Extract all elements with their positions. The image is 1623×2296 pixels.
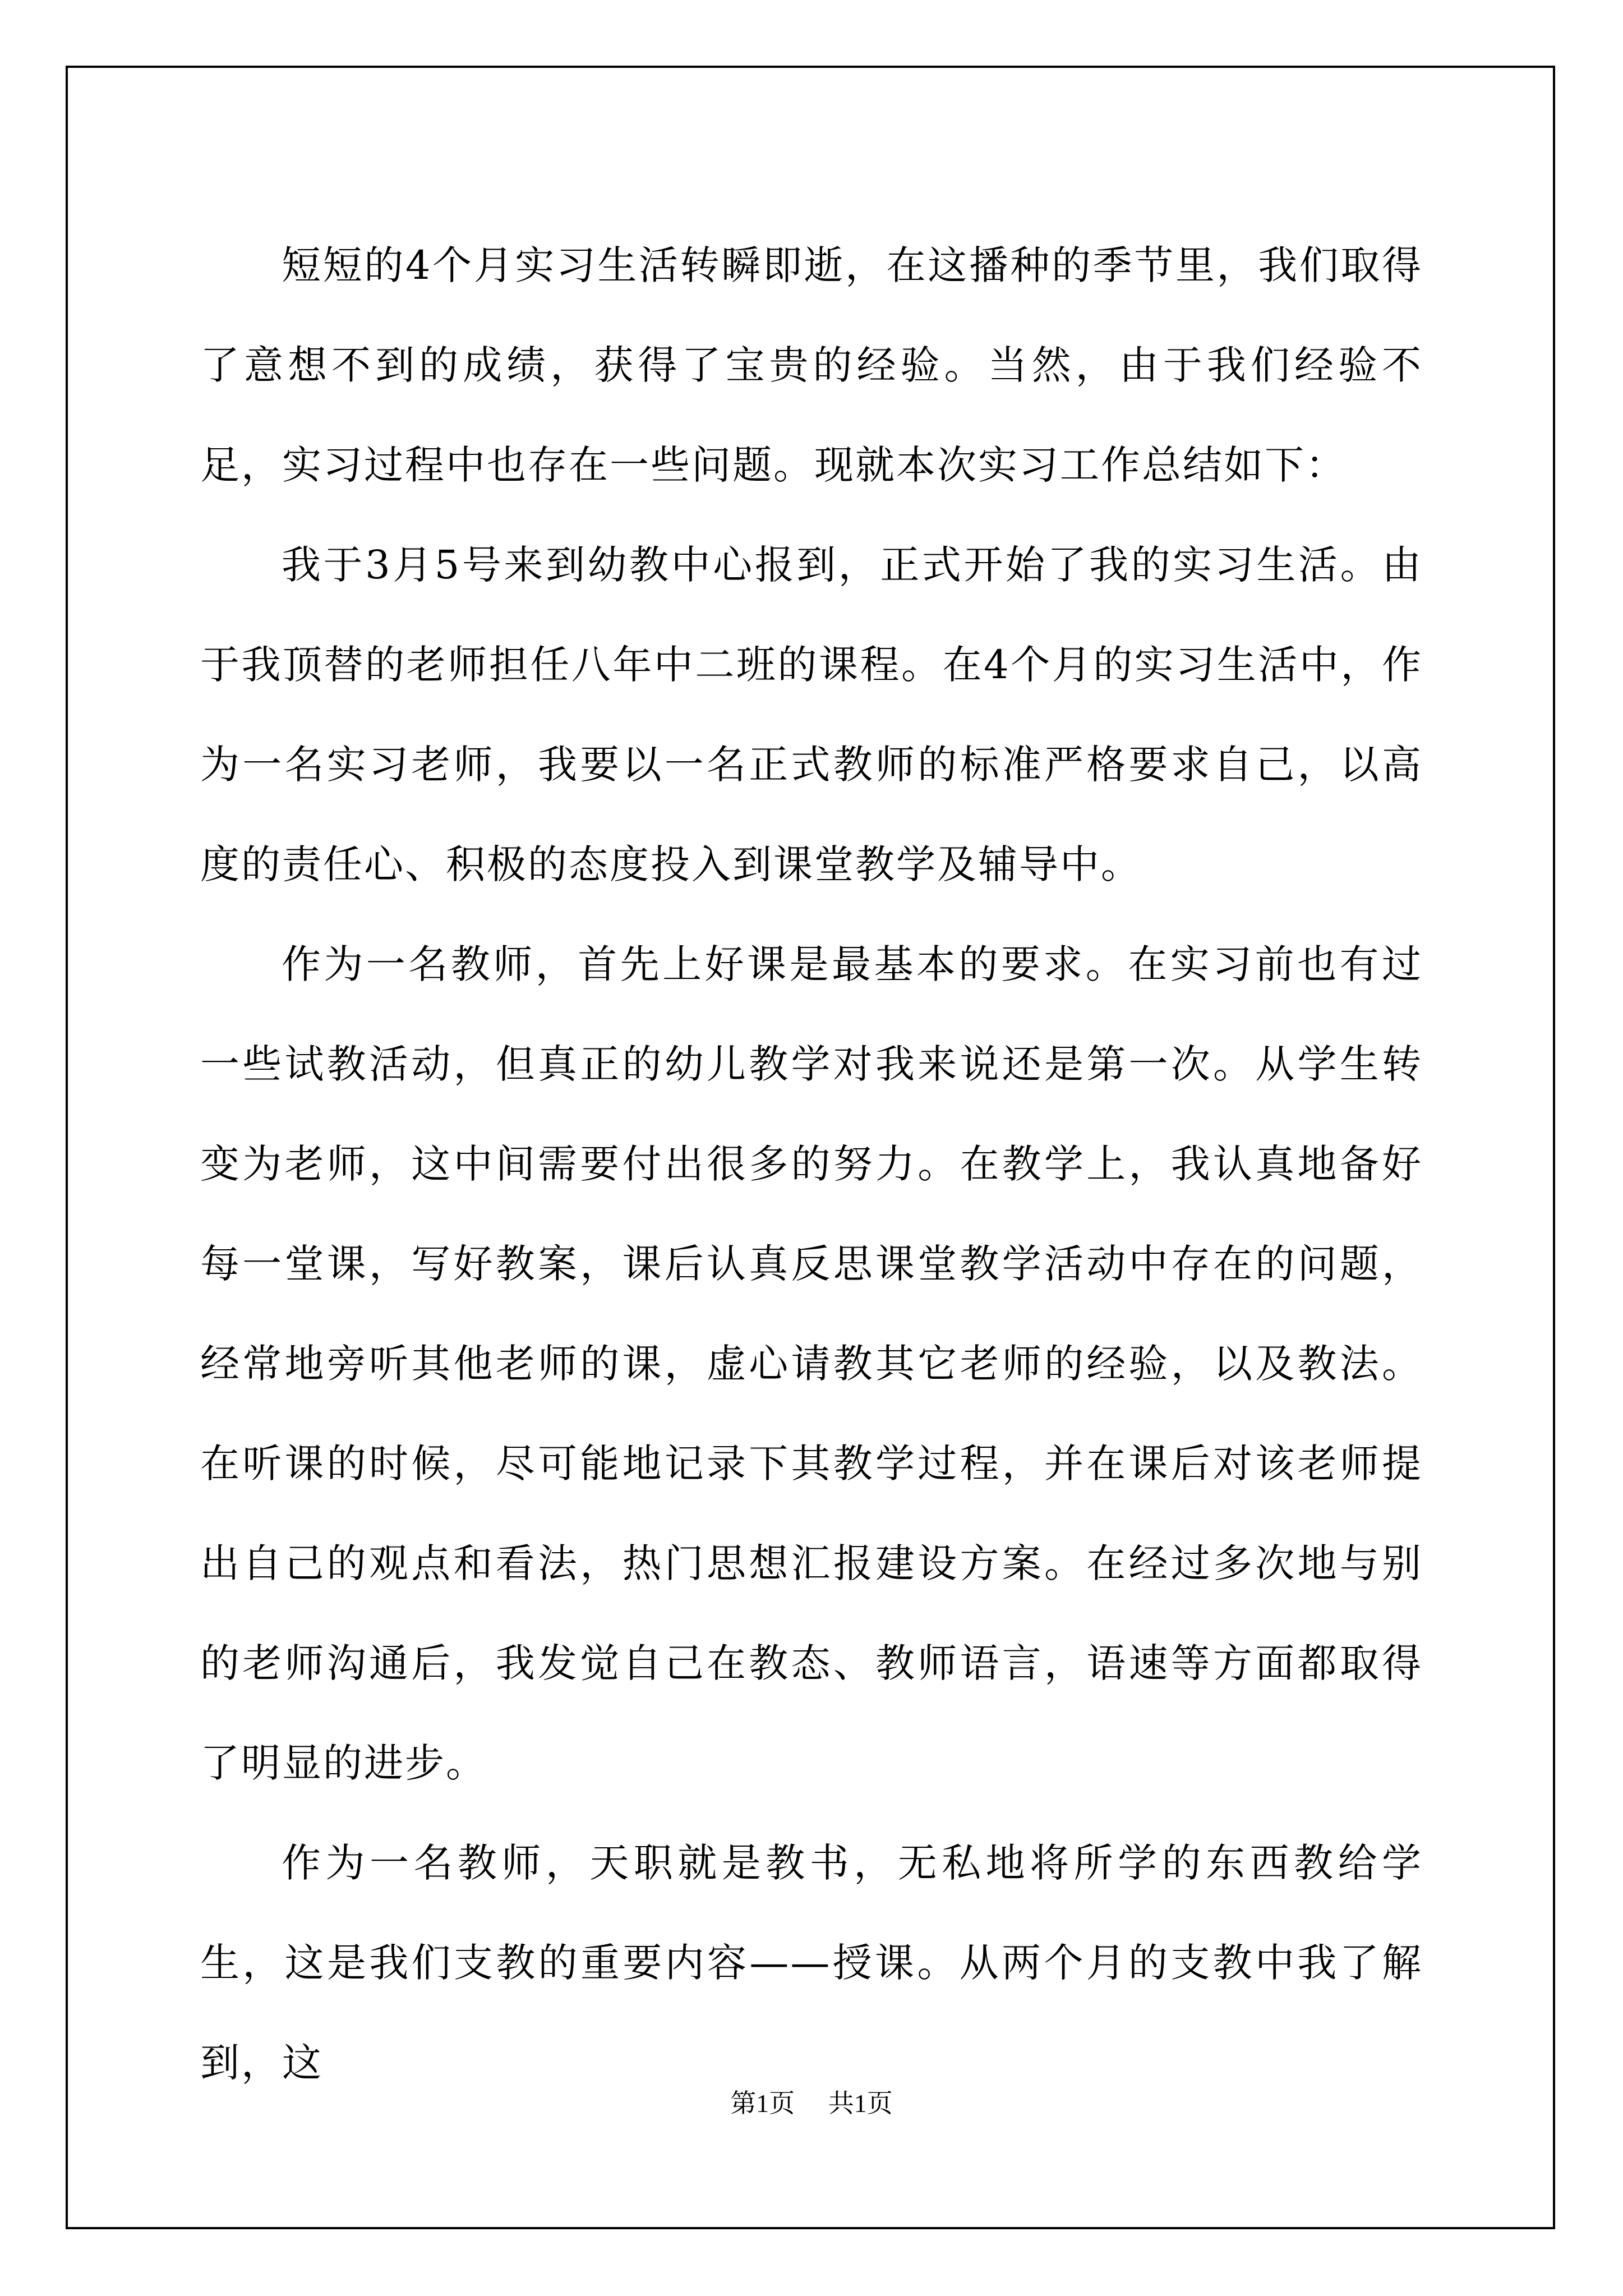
page-footer <box>0 2087 1623 2120</box>
paragraph-1: 短短的4个月实习生活转瞬即逝，在这播种的季节里，我们取得了意想不到的成绩，获得了宝贵的经验。当然，由于我们经验不足，实习过程中也存在一些问题。现就本次实习工作总结如下： <box>200 242 1423 488</box>
paragraph-3: 作为一名教师，首先上好课是最基本的要求。在实习前也有过一些试教活动，但真正的幼儿教学对我来说还是第一次。从学生转变为老师，这中间需要付出很多的努力。在教学上，我认真地备好每一堂课，写好教案，课后认真反思课堂教学活动中存在的问题，经常地旁听其他老师的课，虚心请教其它老师的经验，以及教法。在听课的时候，尽可能地记录下其教学过程，并在课后对该老师提出自己的观点和看法，热门思想汇报建设方案。在经过多次地与别的老师沟通后，我发觉自己在教态、教师语言，语速等方面都取得了明显的进步。 <box>200 941 1423 1786</box>
paragraph-2: 我于3月5号来到幼教中心报到，正式开始了我的实习生活。由于我顶替的老师担任八年中二班的课程。在4个月的实习生活中，作为一名实习老师，我要以一名正式教师的标准严格要求自己，以高度的责任心、积极的态度投入到课堂教学及辅导中。 <box>200 542 1423 887</box>
document-body <box>200 215 1423 2113</box>
page-number-current: 第1页 <box>730 2089 795 2118</box>
page-number-total: 共1页 <box>828 2089 893 2118</box>
paragraph-4: 作为一名教师，天职就是教书，无私地将所学的东西教给学生，这是我们支教的重要内容——授课。从两个月的支教中我了解到，这 <box>200 1840 1423 2086</box>
